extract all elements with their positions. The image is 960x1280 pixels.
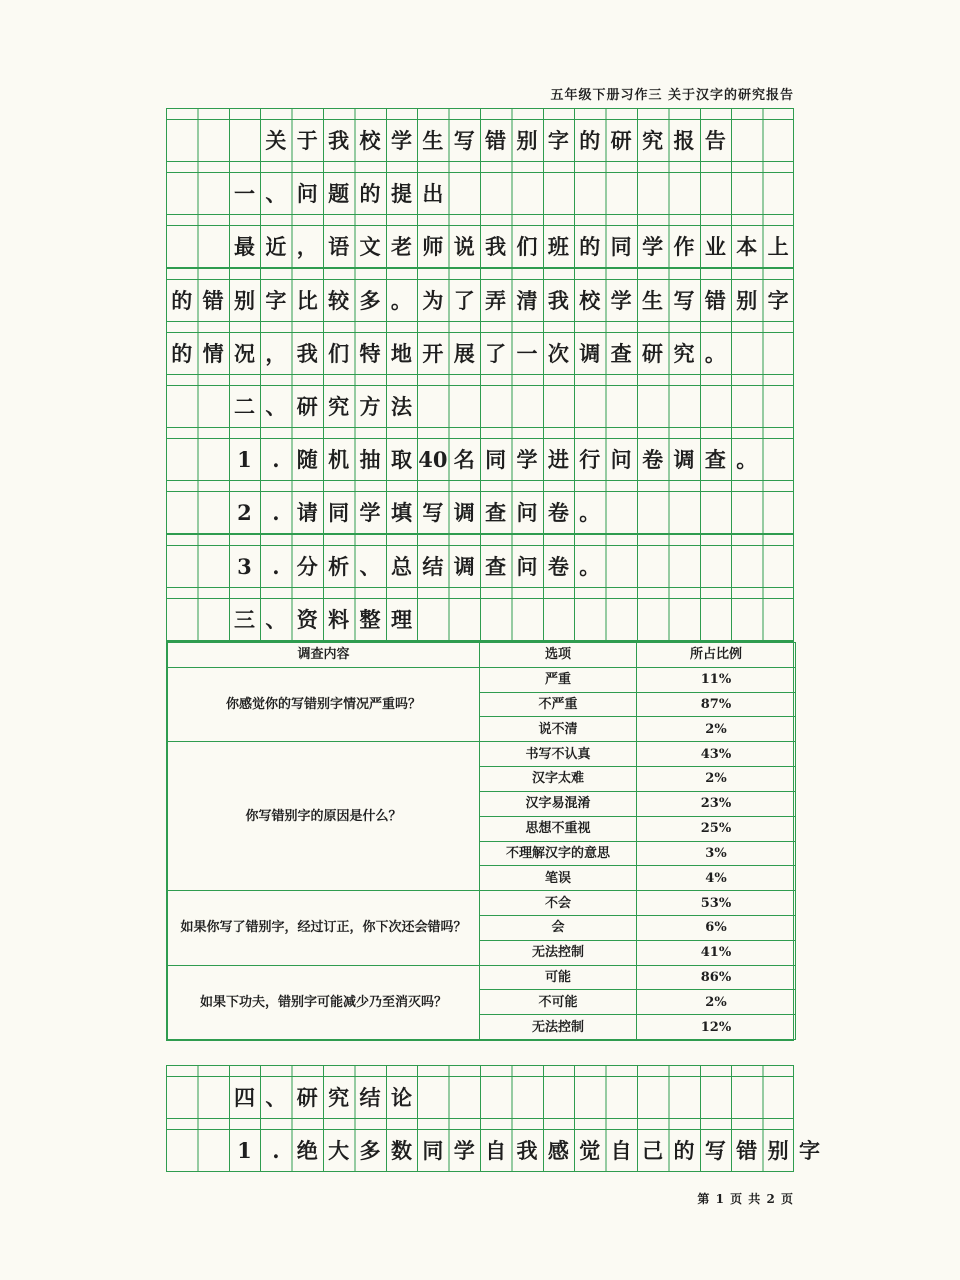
option-cell: 不严重 — [480, 692, 637, 717]
percent-cell: 2% — [637, 717, 796, 742]
percent-cell: 23% — [637, 791, 796, 816]
page-footer: 第 1 页 共 2 页 — [697, 1192, 794, 1206]
grid-line — [166, 427, 794, 481]
percent-cell: 2% — [637, 767, 796, 792]
question-cell: 如果下功夫，错别字可能减少乃至消灭吗？ — [168, 965, 480, 1039]
grid-line — [166, 161, 794, 215]
option-cell: 严重 — [480, 667, 637, 692]
grid-text: 三 、 资 料 整 理 — [233, 606, 412, 632]
grid-line — [166, 1065, 794, 1119]
grid-text: 四 、 研 究 结 论 — [233, 1085, 412, 1110]
grid-line — [166, 214, 794, 268]
option-cell: 不可能 — [480, 990, 637, 1015]
option-cell: 可能 — [480, 965, 637, 990]
table-header-row — [168, 643, 796, 668]
option-cell: 思想不重视 — [480, 816, 637, 841]
grid-line — [166, 321, 794, 375]
page-header: 五年级下册习作三 关于汉字的研究报告 — [550, 88, 794, 103]
grid-line — [166, 1118, 821, 1172]
option-cell: 汉字太难 — [480, 767, 637, 792]
grid-text: 二 、 研 究 方 法 — [233, 394, 412, 419]
grid-line — [166, 480, 794, 534]
question-cell: 如果你写了错别字，经过订正，你下次还会错吗？ — [168, 891, 480, 965]
grid-text: 的 情 况 ， 我 们 特 地 开 展 了 一 次 调 查 研 究 。 — [171, 340, 726, 366]
grid-text: 1 . 随 机 抽 取 40 名 同 学 进 行 问 卷 调 查 。 — [237, 447, 758, 473]
percent-cell: 6% — [637, 915, 796, 940]
option-cell: 说不清 — [480, 717, 637, 742]
grid-line — [166, 268, 794, 322]
table-header-cell: 选项 — [480, 643, 637, 668]
grid-text: 的 错 别 字 比 较 多 。 为 了 弄 清 我 校 学 生 写 错 别 字 — [171, 287, 789, 313]
option-cell: 会 — [480, 915, 637, 940]
grid-line — [166, 374, 794, 428]
grid-text: 3 . 分 析 、 总 结 调 查 问 卷 。 — [237, 553, 601, 579]
option-cell: 无法控制 — [480, 940, 637, 965]
option-cell: 不理解汉字的意思 — [480, 841, 637, 866]
question-cell: 你写错别字的原因是什么？ — [168, 742, 480, 891]
percent-cell: 53% — [637, 891, 796, 916]
option-cell: 汉字易混淆 — [480, 791, 637, 816]
grid-line — [166, 534, 794, 588]
percent-cell: 12% — [637, 1015, 796, 1040]
survey-table — [166, 641, 794, 1041]
option-cell: 不会 — [480, 891, 637, 916]
grid-text: 关 于 我 校 学 生 写 错 别 字 的 研 究 报 告 — [265, 128, 726, 153]
table-header-cell: 调查内容 — [168, 643, 480, 668]
grid-text: 最 近 ， 语 文 老 师 说 我 们 班 的 同 学 作 业 本 上 — [233, 234, 789, 260]
table-row — [168, 965, 796, 990]
table-row — [168, 891, 796, 916]
table-row — [168, 742, 796, 767]
option-cell: 无法控制 — [480, 1015, 637, 1040]
grid-text: 一 、 问 题 的 提 出 — [233, 181, 444, 207]
percent-cell: 87% — [637, 692, 796, 717]
grid-text: 1 . 绝 大 多 数 同 学 自 我 感 觉 自 己 的 写 错 别 字 — [237, 1138, 821, 1164]
table-header-cell: 所占比例 — [637, 643, 796, 668]
grid-line — [166, 587, 794, 641]
grid-line — [166, 108, 794, 162]
percent-cell: 2% — [637, 990, 796, 1015]
percent-cell: 43% — [637, 742, 796, 767]
percent-cell: 25% — [637, 816, 796, 841]
option-cell: 笔误 — [480, 866, 637, 891]
percent-cell: 11% — [637, 667, 796, 692]
percent-cell: 86% — [637, 965, 796, 990]
grid-text: 2 . 请 同 学 填 写 调 查 问 卷 。 — [237, 500, 601, 526]
percent-cell: 3% — [637, 841, 796, 866]
option-cell: 书写不认真 — [480, 742, 637, 767]
percent-cell: 41% — [637, 940, 796, 965]
percent-cell: 4% — [637, 866, 796, 891]
question-cell: 你感觉你的写错别字情况严重吗？ — [168, 667, 480, 741]
table-row — [168, 667, 796, 692]
